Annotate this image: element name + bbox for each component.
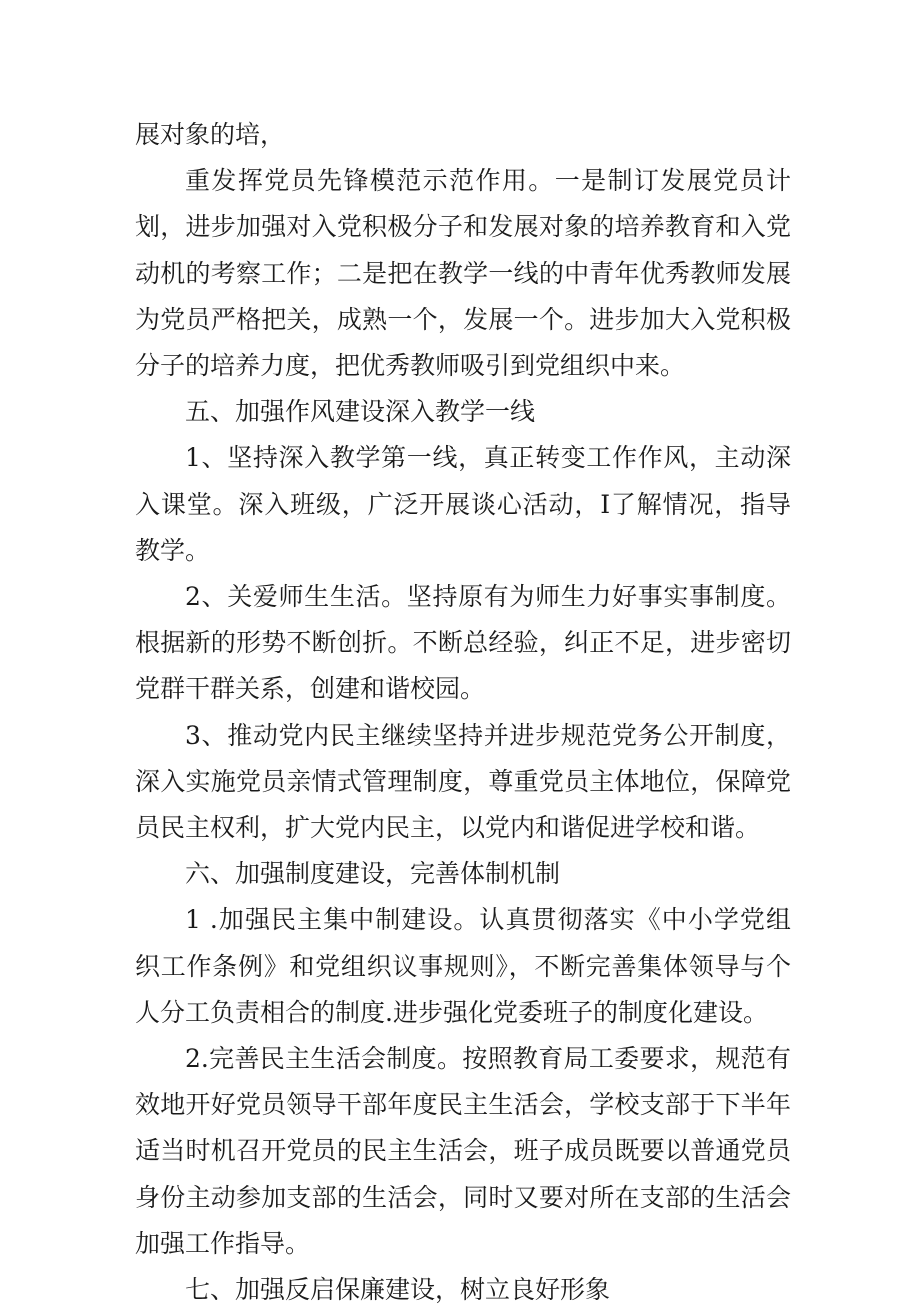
paragraph-item-5-1: 1、坚持深入教学第一线，真正转变工作作风，主动深入课堂。深入班级，广泛开展谈心活动，I了解情况，指导教学。 — [135, 443, 791, 565]
paragraph-item-6-1: 1 .加强民主集中制建设。认真贯彻落实《中小学党组织工作条例》和党组织议事规则》，不断完善集体领导与个人分工负责相合的制度.进步强化党委班子的制度化建设。 — [135, 905, 791, 1027]
section-heading-seven: 七、加强反启保廉建设，树立良好形象 — [185, 1275, 611, 1305]
paragraph-item-5-3: 3、推动党内民主继续坚持并进步规范党务公开制度，深入实施党员亲情式管理制度，尊重党员主体地位，保障党员民主权利，扩大党内民主，以党内和谐促进学校和谐。 — [135, 720, 791, 843]
paragraph-item-5-2: 2、关爱师生生活。坚持原有为师生力好事实事制度。根据新的形势不断创折。不断总经验，纠正不足，进步密切党群干群关系，创建和谐校园。 — [135, 582, 791, 704]
section-heading-five: 五、加强作风建设深入教学一线 — [185, 397, 536, 427]
section-heading-six: 六、加强制度建设，完善体制机制 — [185, 859, 561, 889]
paragraph-item-6-2: 2.完善民主生活会制度。按照教育局工委要求，规范有效地开好党员领导干部年度民主生活会，学校支部于下半年适当时机召开党员的民主生活会，班子成员既要以普通党员身份主动参加支部的生活会，同时又要对所在支部的生活会加强工作指导。 — [135, 1044, 791, 1258]
document-body — [135, 112, 791, 1313]
paragraph-continuation: 展对象的培， — [135, 120, 286, 149]
paragraph-party-member-development: 重发挥党员先锋模范示范作用。一是制订发展党员计划，进步加强对入党积极分子和发展对象的培养教育和入党动机的考察工作；二是把在教学一线的中青年优秀教师发展为党员严格把关，成熟一个，发展一个。进步加大入党积极分子的培养力度，把优秀教师吸引到党组织中来。 — [135, 166, 791, 381]
